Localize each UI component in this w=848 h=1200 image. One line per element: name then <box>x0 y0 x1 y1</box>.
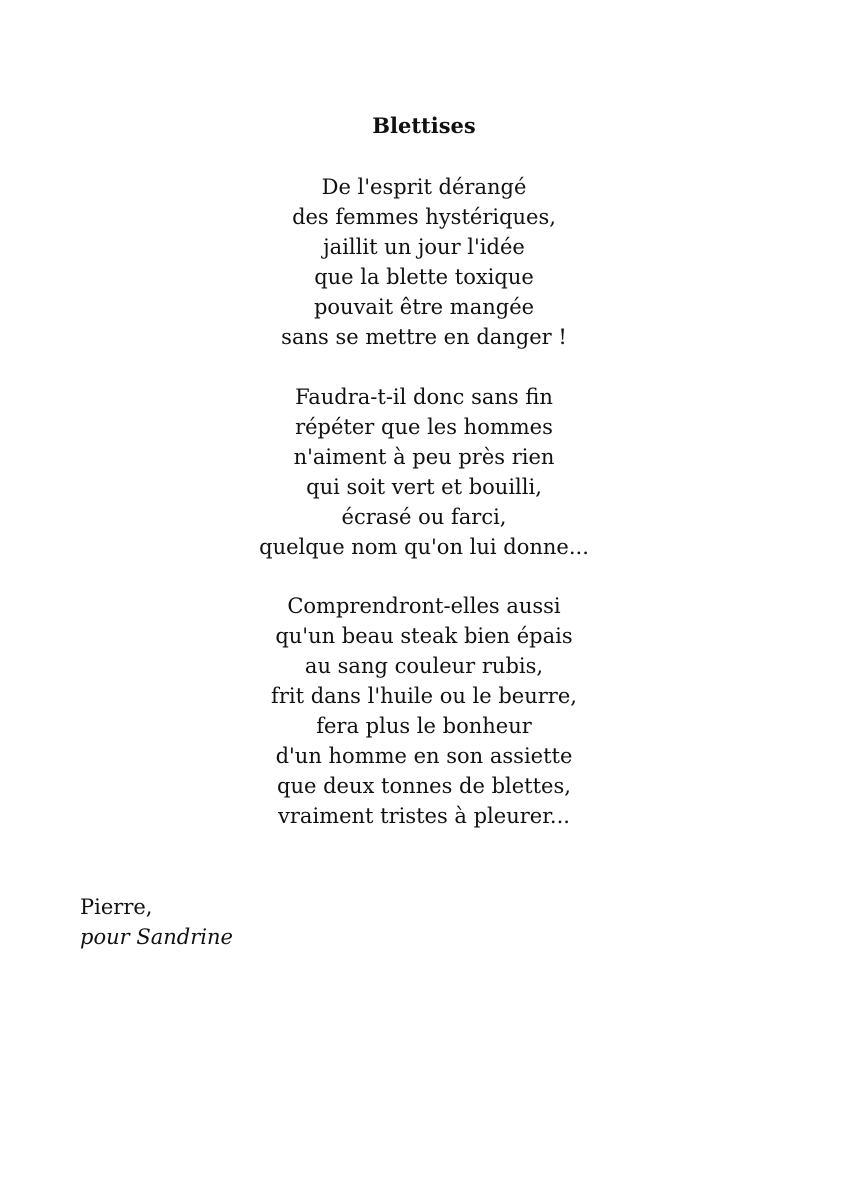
poem-line: des femmes hystériques, <box>292 205 556 229</box>
poem-line: que la blette toxique <box>314 265 534 289</box>
poem-line: au sang couleur rubis, <box>304 654 544 678</box>
poem-line: qu'un beau steak bien épais <box>275 624 573 648</box>
poem-line: Faudra-t-il donc sans fin <box>295 385 553 409</box>
poem-line: écrasé ou farci, <box>341 505 507 529</box>
poem-line: De l'esprit dérangé <box>321 175 527 199</box>
poem-line: n'aiment à peu près rien <box>293 445 555 469</box>
signature-dedication: pour Sandrine <box>80 925 233 949</box>
poem-line: fera plus le bonheur <box>316 714 532 738</box>
poem-line: jaillit un jour l'idée <box>323 235 525 259</box>
poem-title: Blettises <box>372 113 476 138</box>
signature-block <box>80 892 233 952</box>
stanza-3 <box>0 591 848 831</box>
signature-author: Pierre, <box>80 895 153 919</box>
poem-line: quelque nom qu'on lui donne... <box>259 535 589 559</box>
poem-line: sans se mettre en danger ! <box>281 325 567 349</box>
stanza-2 <box>0 382 848 562</box>
poem-line: frit dans l'huile ou le beurre, <box>271 684 577 708</box>
poem-line: vraiment tristes à pleurer... <box>278 804 570 828</box>
poem-line: Comprendront-elles aussi <box>287 594 561 618</box>
poem-line: d'un homme en son assiette <box>275 744 573 768</box>
poem-line: pouvait être mangée <box>313 295 535 319</box>
poem-line: que deux tonnes de blettes, <box>277 774 571 798</box>
poem-line: qui soit vert et bouilli, <box>306 475 542 499</box>
stanza-1 <box>0 172 848 352</box>
poem-line: répéter que les hommes <box>295 415 553 439</box>
